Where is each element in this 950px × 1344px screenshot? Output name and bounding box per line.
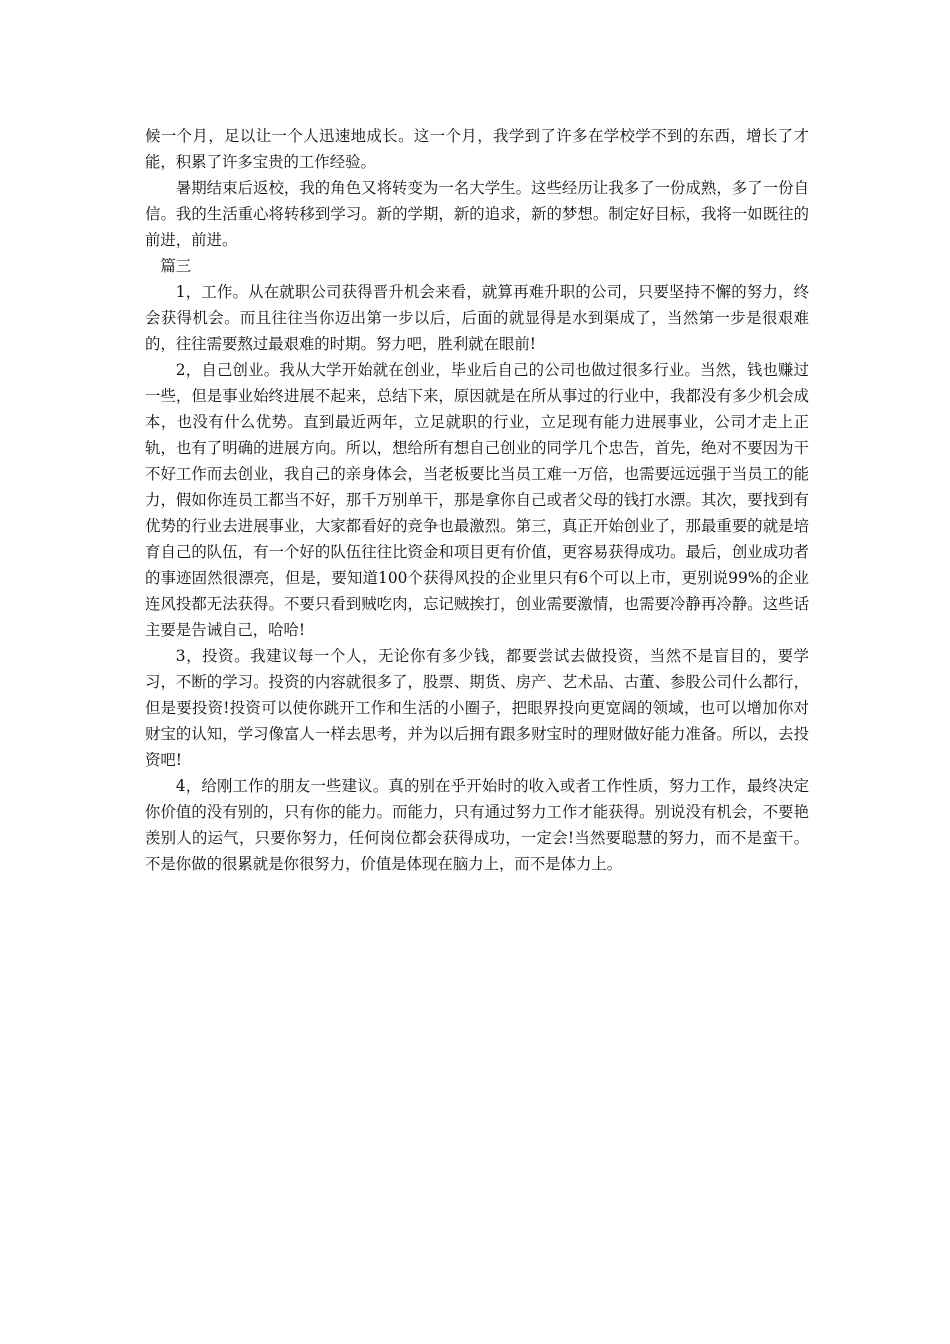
paragraph-continuation: 候一个月，足以让一个人迅速地成长。这一个月，我学到了许多在学校学不到的东西，增长了才能，积累了许多宝贵的工作经验。 [145,127,809,171]
section-heading: 篇三 [160,257,192,275]
paragraph-return-to-school: 暑期结束后返校，我的角色又将转变为一名大学生。这些经历让我多了一份成熟，多了一份自信。我的生活重心将转移到学习。新的学期，新的追求，新的梦想。制定好目标，我将一如既往的前进，前进。 [145,179,809,249]
paragraph-work: 1，工作。从在就职公司获得晋升机会来看，就算再难升职的公司，只要坚持不懈的努力，终会获得机会。而且往往当你迈出第一步以后，后面的就显得是水到渠成了，当然第一步是很艰难的，往往需要熬过最艰难的时期。努力吧，胜利就在眼前! [145,283,809,353]
paragraph-startup: 2，自己创业。我从大学开始就在创业，毕业后自己的公司也做过很多行业。当然，钱也赚过一些，但是事业始终进展不起来，总结下来，原因就是在所从事过的行业中，我都没有多少机会成本，也没有什么优势。直到最近两年，立足就职的行业，立足现有能力进展事业，公司才走上正轨，也有了明确的进展方向。所以，想给所有想自己创业的同学几个忠告，首先，绝对不要因为干不好工作而去创业，我自己的亲身体会，当老板要比当员工难一万倍，也需要远远强于当员工的能力，假如你连员工都当不好，那千万别单干，那是拿你自己或者父母的钱打水漂。其次，要找到有优势的行业去进展事业，大家都看好的竞争也最激烈。第三，真正开始创业了，那最重要的就是培育自己的队伍，有一个好的队伍往往比资金和项目更有价值，更容易获得成功。最后，创业成功者的事迹固然很漂亮，但是，要知道100个获得风投的企业里只有6个可以上市，更别说99%的企业连风投都无法获得。不要只看到贼吃肉，忘记贼挨打，创业需要激情，也需要冷静再冷静。这些话主要是告诫自己，哈哈! [145,361,809,639]
paragraph-investment: 3，投资。我建议每一个人，无论你有多少钱，都要尝试去做投资，当然不是盲目的，要学习，不断的学习。投资的内容就很多了，股票、期货、房产、艺术品、古董、参股公司什么都行，但是要投资!投资可以使你跳开工作和生活的小圈子，把眼界投向更宽阔的领域，也可以增加你对财宝的认知，学习像富人一样去思考，并为以后拥有跟多财宝时的理财做好能力准备。所以，去投资吧! [145,647,809,769]
document-page [145,123,809,877]
paragraph-advice: 4，给刚工作的朋友一些建议。真的别在乎开始时的收入或者工作性质，努力工作，最终决定你价值的没有别的，只有你的能力。而能力，只有通过努力工作才能获得。别说没有机会，不要艳羡别人的运气，只要你努力，任何岗位都会获得成功，一定会!当然要聪慧的努力，而不是蛮干。不是你做的很累就是你很努力，价值是体现在脑力上，而不是体力上。 [145,777,809,873]
